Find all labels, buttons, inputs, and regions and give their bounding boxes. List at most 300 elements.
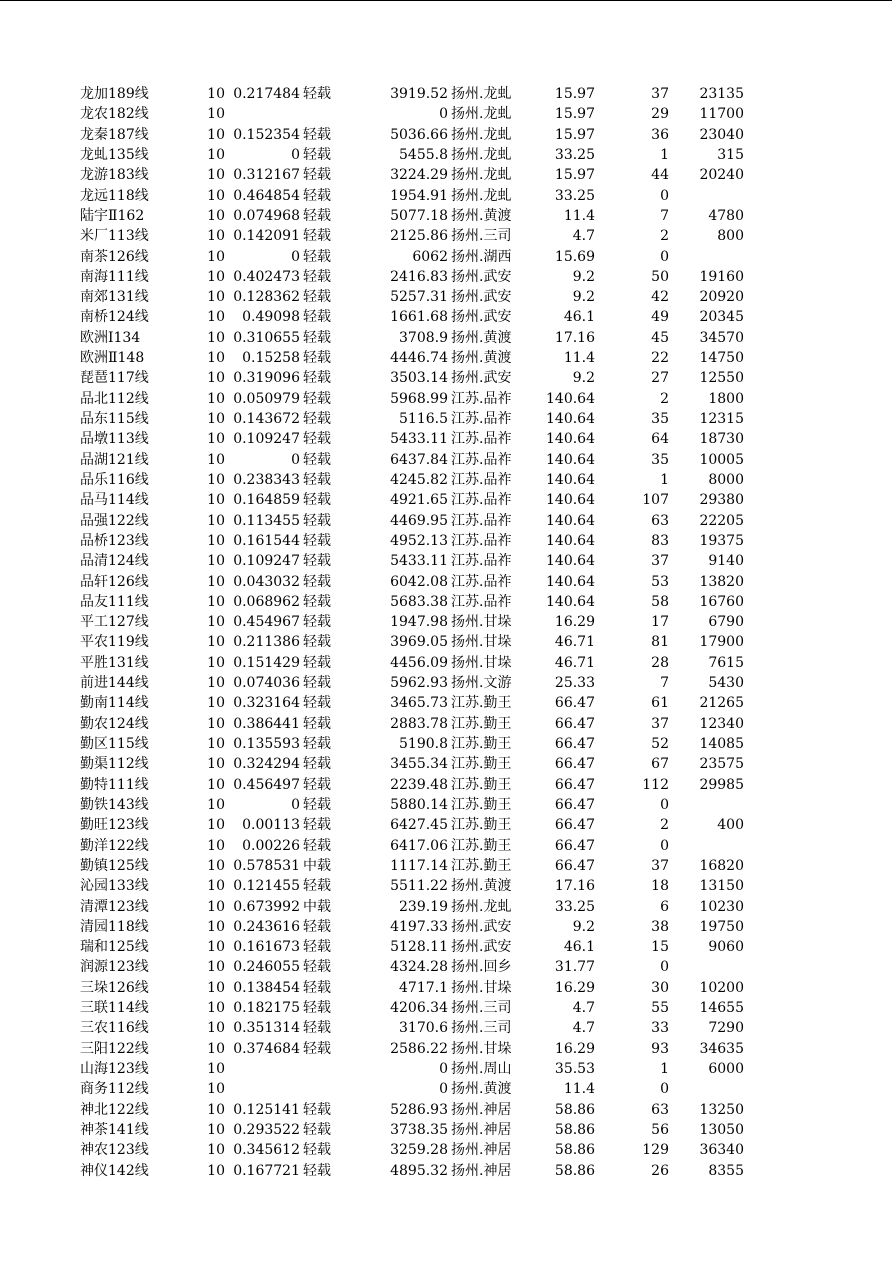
value-cell: 140.64 [546, 593, 595, 610]
voltage-cell: 10 [207, 614, 225, 631]
load-status-cell: 轻载 [303, 634, 331, 651]
capacity-cell: 5116.5 [399, 411, 448, 427]
table-row [0, 125, 892, 145]
capacity-cell: 2586.22 [390, 1040, 448, 1057]
voltage-cell: 10 [207, 106, 225, 123]
substation-cell: 扬州.龙虬 [451, 126, 512, 143]
table-row [0, 206, 892, 226]
value-cell: 140.64 [546, 411, 595, 427]
count-cell: 6 [660, 898, 669, 915]
value-cell: 66.47 [554, 776, 595, 793]
value-cell: 58.86 [554, 1142, 595, 1159]
total-cell: 13050 [699, 1121, 744, 1138]
count-cell: 107 [642, 492, 669, 509]
line-name-cell: 勤镇125线 [80, 857, 149, 874]
load-rate-cell: 0.074036 [233, 675, 300, 692]
load-rate-cell: 0 [291, 248, 300, 265]
substation-cell: 扬州.武安 [451, 939, 512, 956]
substation-cell: 江苏.品祚 [451, 390, 512, 407]
count-cell: 18 [651, 878, 669, 895]
value-cell: 15.97 [554, 106, 595, 123]
load-status-cell: 轻载 [303, 1000, 331, 1017]
total-cell: 17900 [699, 634, 744, 651]
voltage-cell: 10 [207, 1162, 225, 1179]
table-row [0, 307, 892, 327]
capacity-cell: 3503.14 [390, 370, 448, 387]
table-row [0, 1140, 892, 1160]
substation-cell: 江苏.品祚 [451, 532, 512, 549]
total-cell: 21265 [699, 695, 744, 712]
voltage-cell: 10 [207, 675, 225, 692]
load-status-cell: 轻载 [303, 390, 331, 407]
voltage-cell: 10 [207, 878, 225, 895]
total-cell: 400 [717, 817, 744, 834]
load-rate-cell: 0 [291, 451, 300, 468]
load-rate-cell: 0.454967 [233, 614, 300, 631]
voltage-cell: 10 [207, 898, 225, 915]
value-cell: 17.16 [554, 878, 595, 895]
line-name-cell: 品湖121线 [80, 451, 149, 468]
substation-cell: 江苏.勤王 [451, 715, 512, 732]
voltage-cell: 10 [207, 573, 225, 590]
load-status-cell: 轻载 [303, 654, 331, 671]
line-name-cell: 沁园133线 [80, 878, 149, 895]
substation-cell: 扬州.黄渡 [451, 207, 512, 224]
count-cell: 42 [651, 289, 669, 306]
table-row [0, 1059, 892, 1079]
load-status-cell: 轻载 [303, 228, 331, 245]
value-cell: 25.33 [554, 675, 595, 692]
load-status-cell: 轻载 [303, 187, 331, 204]
line-name-cell: 清园118线 [80, 918, 149, 935]
capacity-cell: 6427.45 [390, 817, 448, 834]
count-cell: 53 [651, 573, 669, 590]
value-cell: 11.4 [563, 207, 595, 224]
load-rate-cell: 0.109247 [233, 431, 300, 448]
line-name-cell: 瑞和125线 [80, 939, 149, 956]
load-rate-cell [228, 1059, 300, 1079]
line-name-cell: 琵琶117线 [80, 370, 149, 387]
capacity-cell: 2416.83 [390, 268, 448, 285]
table-row [0, 368, 892, 388]
load-rate-cell: 0.121455 [233, 878, 300, 895]
substation-cell: 扬州.神居 [451, 1121, 512, 1138]
total-cell: 23575 [699, 756, 744, 773]
line-name-cell: 欧洲Ⅰ134 [80, 329, 141, 346]
value-cell: 58.86 [554, 1162, 595, 1179]
capacity-cell: 5962.93 [390, 675, 448, 692]
substation-cell: 江苏.勤王 [451, 756, 512, 773]
total-cell: 14655 [699, 1000, 744, 1017]
capacity-cell: 5257.31 [390, 289, 448, 306]
line-name-cell: 清潭123线 [80, 898, 149, 915]
line-name-cell: 品东115线 [80, 411, 149, 427]
total-cell: 34570 [699, 329, 744, 346]
capacity-cell: 2239.48 [390, 776, 448, 793]
count-cell: 81 [651, 634, 669, 651]
capacity-cell: 4921.65 [390, 492, 448, 509]
value-cell: 66.47 [554, 736, 595, 752]
load-rate-cell: 0.456497 [233, 776, 300, 793]
voltage-cell: 10 [207, 1040, 225, 1057]
total-cell: 9140 [708, 553, 744, 570]
value-cell: 15.69 [554, 248, 595, 265]
substation-cell: 江苏.品祚 [451, 471, 512, 488]
value-cell: 66.47 [554, 796, 595, 813]
table-row [0, 226, 892, 246]
voltage-cell: 10 [207, 796, 225, 813]
substation-cell: 扬州.周山 [451, 1061, 512, 1077]
substation-cell: 扬州.龙虬 [451, 898, 512, 915]
voltage-cell: 10 [207, 1101, 225, 1118]
voltage-cell: 10 [207, 1061, 225, 1077]
load-status-cell: 轻载 [303, 979, 331, 996]
table-row [0, 632, 892, 652]
total-cell: 19375 [699, 532, 744, 549]
substation-cell: 扬州.神居 [451, 1162, 512, 1179]
voltage-cell: 10 [207, 350, 225, 367]
voltage-cell: 10 [207, 553, 225, 570]
total-cell: 36340 [699, 1142, 744, 1159]
total-cell: 13150 [699, 878, 744, 895]
load-status-cell: 轻载 [303, 167, 331, 184]
value-cell: 15.97 [554, 126, 595, 143]
capacity-cell: 1947.98 [390, 614, 448, 631]
substation-cell: 扬州.龙虬 [451, 106, 512, 123]
substation-cell: 江苏.品祚 [451, 593, 512, 610]
load-rate-cell: 0 [291, 146, 300, 163]
total-cell: 11700 [699, 106, 744, 123]
load-rate-cell: 0.374684 [233, 1040, 300, 1057]
value-cell: 46.71 [554, 634, 595, 651]
substation-cell: 扬州.三司 [451, 1000, 512, 1017]
substation-cell: 江苏.勤王 [451, 796, 512, 813]
load-status-cell: 轻载 [303, 776, 331, 793]
total-cell: 14750 [699, 350, 744, 367]
count-cell: 2 [660, 390, 669, 407]
count-cell: 1 [660, 1061, 669, 1077]
count-cell: 0 [660, 248, 669, 265]
total-cell: 20920 [699, 289, 744, 306]
capacity-cell: 5128.11 [390, 939, 448, 956]
count-cell: 2 [660, 228, 669, 245]
voltage-cell: 10 [207, 532, 225, 549]
capacity-cell: 1954.91 [390, 187, 448, 204]
substation-cell: 扬州.龙虬 [451, 167, 512, 184]
substation-cell: 扬州.三司 [451, 228, 512, 245]
substation-cell: 江苏.品祚 [451, 451, 512, 468]
total-cell: 34635 [699, 1040, 744, 1057]
count-cell: 27 [651, 370, 669, 387]
load-status-cell: 轻载 [303, 1121, 331, 1138]
voltage-cell: 10 [207, 857, 225, 874]
value-cell: 140.64 [546, 573, 595, 590]
voltage-cell: 10 [207, 1121, 225, 1138]
count-cell: 7 [660, 207, 669, 224]
value-cell: 140.64 [546, 451, 595, 468]
line-name-cell: 龙虬135线 [80, 146, 149, 163]
substation-cell: 扬州.武安 [451, 309, 512, 326]
capacity-cell: 1117.14 [390, 857, 448, 874]
table-row [0, 673, 892, 693]
table-row [0, 937, 892, 957]
load-rate-cell: 0.211386 [233, 634, 300, 651]
value-cell: 35.53 [554, 1061, 595, 1077]
substation-cell: 扬州.龙虬 [451, 146, 512, 163]
value-cell: 66.47 [554, 756, 595, 773]
voltage-cell: 10 [207, 289, 225, 306]
load-rate-cell: 0.15258 [242, 350, 300, 367]
table-row [0, 795, 892, 815]
load-rate-cell: 0.125141 [233, 1101, 300, 1118]
count-cell: 45 [651, 329, 669, 346]
count-cell: 37 [651, 715, 669, 732]
line-name-cell: 平农119线 [80, 634, 149, 651]
substation-cell: 江苏.品祚 [451, 492, 512, 509]
line-name-cell: 平胜131线 [80, 654, 149, 671]
table-row [0, 734, 892, 754]
value-cell: 33.25 [554, 187, 595, 204]
load-rate-cell: 0.217484 [233, 86, 300, 102]
table-row [0, 998, 892, 1018]
voltage-cell: 10 [207, 207, 225, 224]
table-row [0, 551, 892, 571]
substation-cell: 扬州.甘垛 [451, 979, 512, 996]
total-cell: 800 [717, 228, 744, 245]
load-status-cell: 轻载 [303, 289, 331, 306]
voltage-cell: 10 [207, 248, 225, 265]
total-cell: 8000 [708, 471, 744, 488]
substation-cell: 扬州.神居 [451, 1101, 512, 1118]
total-cell: 16760 [699, 593, 744, 610]
load-status-cell: 轻载 [303, 593, 331, 610]
line-name-cell: 龙农182线 [80, 106, 149, 123]
total-cell [672, 957, 744, 977]
substation-cell: 扬州.武安 [451, 370, 512, 387]
line-name-cell: 品马114线 [80, 492, 149, 509]
line-name-cell: 前进144线 [80, 675, 149, 692]
total-cell: 18730 [699, 431, 744, 448]
load-status-cell: 轻载 [303, 695, 331, 712]
line-name-cell: 龙远118线 [80, 187, 149, 204]
voltage-cell: 10 [207, 471, 225, 488]
load-rate-cell: 0.673992 [233, 898, 300, 915]
substation-cell: 扬州.武安 [451, 289, 512, 306]
value-cell: 140.64 [546, 471, 595, 488]
load-status-cell: 轻载 [303, 817, 331, 834]
value-cell: 15.97 [554, 167, 595, 184]
count-cell: 29 [651, 106, 669, 123]
load-rate-cell: 0.138454 [233, 979, 300, 996]
total-cell: 29380 [699, 492, 744, 509]
load-status-cell: 轻载 [303, 1020, 331, 1037]
substation-cell: 扬州.神居 [451, 1142, 512, 1159]
capacity-cell: 239.19 [399, 898, 448, 915]
value-cell: 9.2 [572, 268, 595, 285]
capacity-cell: 5433.11 [390, 431, 448, 448]
line-name-cell: 品清124线 [80, 553, 149, 570]
value-cell: 4.7 [572, 1020, 595, 1037]
line-name-cell: 勤区115线 [80, 736, 149, 752]
voltage-cell: 10 [207, 918, 225, 935]
count-cell: 2 [660, 817, 669, 834]
value-cell: 66.47 [554, 817, 595, 834]
total-cell: 12550 [699, 370, 744, 387]
line-name-cell: 勤旺123线 [80, 817, 149, 834]
total-cell: 29985 [699, 776, 744, 793]
line-name-cell: 三垛126线 [80, 979, 149, 996]
count-cell: 58 [651, 593, 669, 610]
value-cell: 4.7 [572, 228, 595, 245]
capacity-cell: 6417.06 [390, 837, 448, 854]
capacity-cell: 4446.74 [390, 350, 448, 367]
value-cell: 11.4 [563, 1081, 595, 1098]
load-rate-cell: 0.386441 [233, 715, 300, 732]
voltage-cell: 10 [207, 634, 225, 651]
voltage-cell: 10 [207, 979, 225, 996]
table-row [0, 693, 892, 713]
substation-cell: 扬州.湖西 [451, 248, 512, 265]
voltage-cell: 10 [207, 187, 225, 204]
table-row [0, 104, 892, 124]
total-cell: 6790 [708, 614, 744, 631]
line-name-cell: 神仪142线 [80, 1162, 149, 1179]
line-name-cell: 品桥123线 [80, 532, 149, 549]
table-row [0, 429, 892, 449]
voltage-cell: 10 [207, 146, 225, 163]
value-cell: 16.29 [554, 614, 595, 631]
line-name-cell: 欧洲Ⅱ148 [80, 350, 145, 367]
capacity-cell: 5880.14 [390, 796, 448, 813]
value-cell: 140.64 [546, 512, 595, 529]
load-rate-cell: 0.167721 [233, 1162, 300, 1179]
count-cell: 37 [651, 553, 669, 570]
substation-cell: 江苏.品祚 [451, 512, 512, 529]
value-cell: 4.7 [572, 1000, 595, 1017]
table-row [0, 287, 892, 307]
load-status-cell: 轻载 [303, 329, 331, 346]
table-row [0, 1161, 892, 1181]
load-rate-cell: 0.00113 [242, 817, 300, 834]
substation-cell: 江苏.品祚 [451, 553, 512, 570]
line-name-cell: 山海123线 [80, 1061, 149, 1077]
value-cell: 46.1 [563, 939, 595, 956]
substation-cell: 扬州.甘垛 [451, 654, 512, 671]
value-cell: 15.97 [554, 86, 595, 102]
substation-cell: 扬州.黄渡 [451, 350, 512, 367]
voltage-cell: 10 [207, 309, 225, 326]
total-cell: 315 [717, 146, 744, 163]
load-status-cell: 轻载 [303, 878, 331, 895]
line-name-cell: 龙游183线 [80, 167, 149, 184]
voltage-cell: 10 [207, 492, 225, 509]
total-cell: 19750 [699, 918, 744, 935]
capacity-cell: 4717.1 [399, 979, 448, 996]
table-row [0, 836, 892, 856]
capacity-cell: 3708.9 [399, 329, 448, 346]
total-cell: 23135 [699, 86, 744, 102]
load-status-cell: 轻载 [303, 431, 331, 448]
table-row [0, 856, 892, 876]
capacity-cell: 2883.78 [390, 715, 448, 732]
load-rate-cell: 0.319096 [233, 370, 300, 387]
substation-cell: 扬州.甘垛 [451, 614, 512, 631]
substation-cell: 扬州.黄渡 [451, 1081, 512, 1098]
substation-cell: 扬州.回乡 [451, 959, 512, 976]
count-cell: 38 [651, 918, 669, 935]
substation-cell: 江苏.勤王 [451, 837, 512, 854]
table-row [0, 348, 892, 368]
count-cell: 44 [651, 167, 669, 184]
total-cell: 7615 [708, 654, 744, 671]
substation-cell: 江苏.品祚 [451, 431, 512, 448]
value-cell: 33.25 [554, 146, 595, 163]
total-cell: 10200 [699, 979, 744, 996]
total-cell: 16820 [699, 857, 744, 874]
table-row [0, 145, 892, 165]
total-cell: 10230 [699, 898, 744, 915]
voltage-cell: 10 [207, 451, 225, 468]
load-rate-cell: 0.402473 [233, 268, 300, 285]
load-rate-cell: 0.293522 [233, 1121, 300, 1138]
count-cell: 0 [660, 837, 669, 854]
load-rate-cell: 0.161544 [233, 532, 300, 549]
voltage-cell: 10 [207, 776, 225, 793]
load-rate-cell: 0.164859 [233, 492, 300, 509]
capacity-cell: 5683.38 [390, 593, 448, 610]
voltage-cell: 10 [207, 167, 225, 184]
total-cell [672, 1079, 744, 1099]
table-row [0, 1079, 892, 1099]
total-cell: 23040 [699, 126, 744, 143]
substation-cell: 江苏.勤王 [451, 695, 512, 712]
line-name-cell: 勤洋122线 [80, 837, 149, 854]
value-cell: 58.86 [554, 1121, 595, 1138]
load-status-cell: 轻载 [303, 1142, 331, 1159]
substation-cell: 扬州.龙虬 [451, 86, 512, 102]
substation-cell: 江苏.勤王 [451, 736, 512, 752]
total-cell: 8355 [708, 1162, 744, 1179]
count-cell: 49 [651, 309, 669, 326]
line-name-cell: 三农116线 [80, 1020, 149, 1037]
count-cell: 1 [660, 471, 669, 488]
capacity-cell: 3259.28 [390, 1142, 448, 1159]
count-cell: 0 [660, 959, 669, 976]
count-cell: 26 [651, 1162, 669, 1179]
total-cell [672, 247, 744, 267]
table-row [0, 84, 892, 104]
table-row [0, 186, 892, 206]
load-rate-cell: 0.143672 [233, 411, 300, 427]
table-row [0, 917, 892, 937]
table-row [0, 876, 892, 896]
capacity-cell: 5433.11 [390, 553, 448, 570]
load-status-cell: 轻载 [303, 207, 331, 224]
value-cell: 58.86 [554, 1101, 595, 1118]
value-cell: 9.2 [572, 289, 595, 306]
capacity-cell: 2125.86 [390, 228, 448, 245]
load-rate-cell: 0.050979 [233, 390, 300, 407]
load-rate-cell: 0.113455 [233, 512, 300, 529]
voltage-cell: 10 [207, 431, 225, 448]
voltage-cell: 10 [207, 695, 225, 712]
line-name-cell: 勤农124线 [80, 715, 149, 732]
voltage-cell: 10 [207, 817, 225, 834]
load-rate-cell: 0.464854 [233, 187, 300, 204]
total-cell: 5430 [708, 675, 744, 692]
line-name-cell: 品北112线 [80, 390, 149, 407]
load-rate-cell: 0.238343 [233, 471, 300, 488]
